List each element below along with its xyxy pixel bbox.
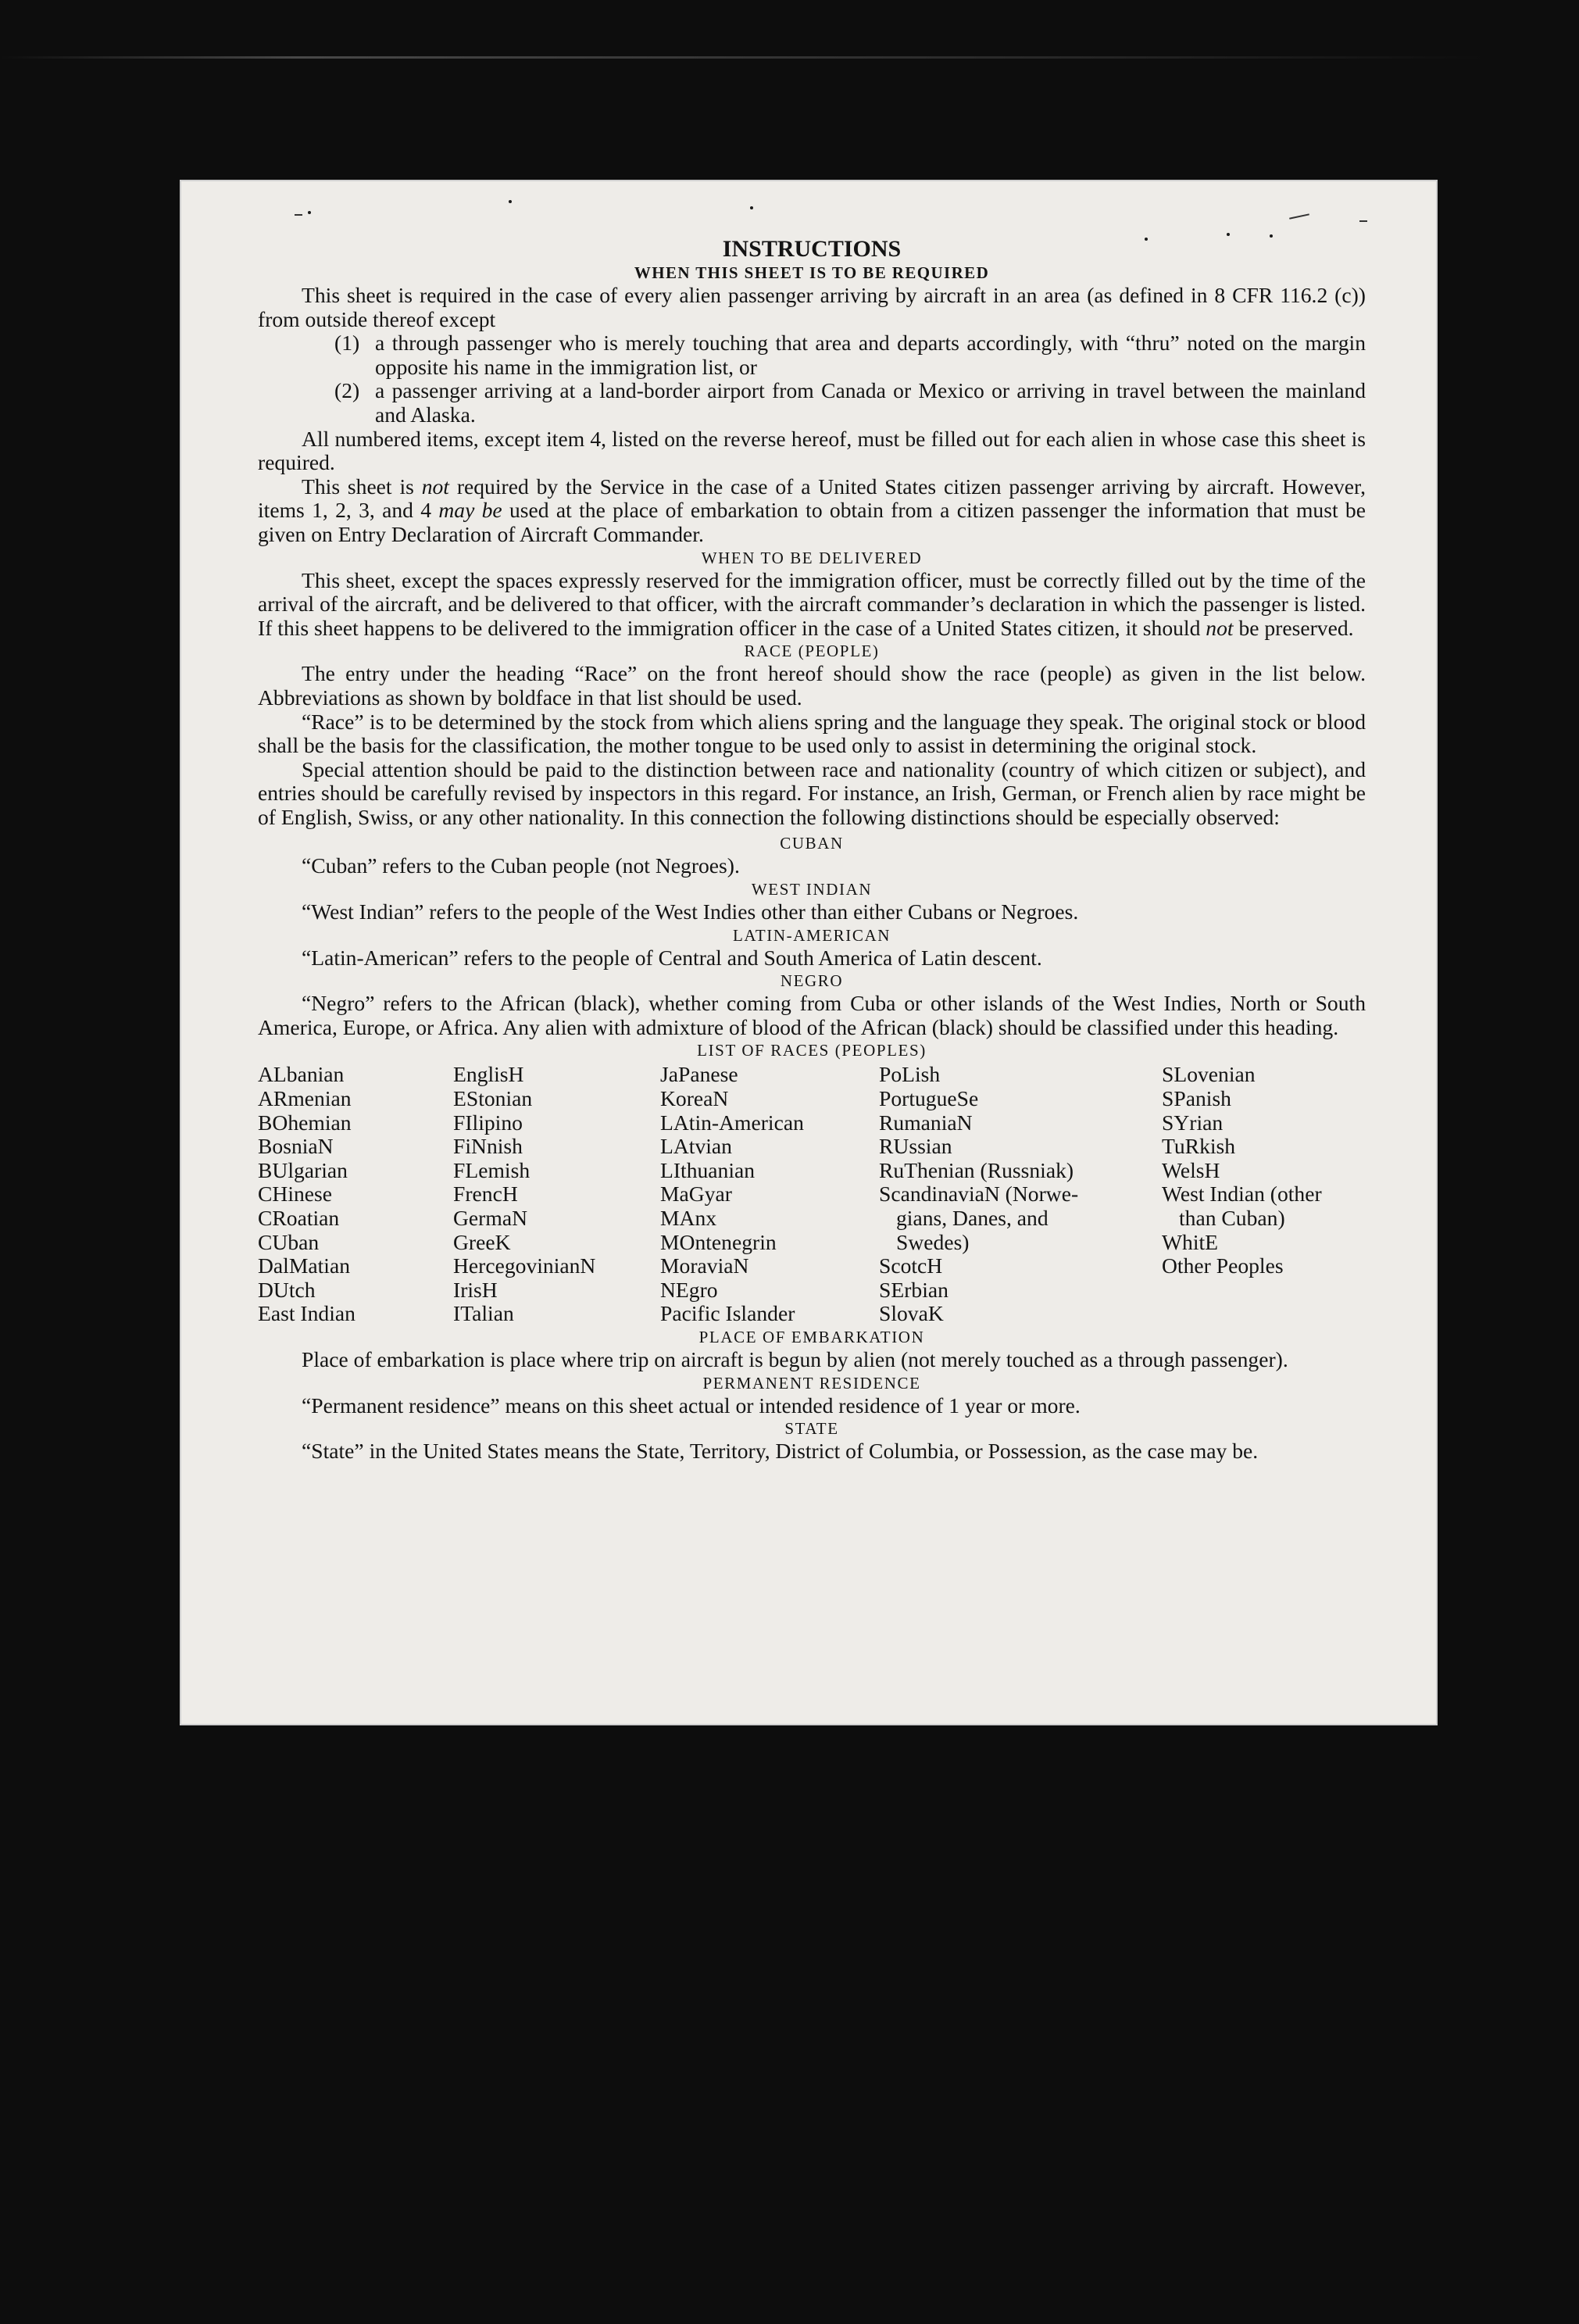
paragraph: “Latin-American” refers to the people of Central and South America of Latin descent. [302,945,1042,970]
race-entry: GermaN [453,1206,528,1230]
race-entry-continued: gians, Danes, and [896,1206,1048,1230]
item-text: a passenger arriving at a land-border airport from Canada or Mexico or arriving in travel between the mainland and Alaska. [375,378,1366,427]
race-entry: MOntenegrin [660,1229,777,1254]
race-entry: SPanish [1162,1086,1231,1111]
paragraph: The entry under the heading “Race” on the front hereof should show the race (people) as given in the list below. Abbreviations as shown by boldface in that list should be used. [258,661,1366,710]
text-run: required by the Service in the case of a United States citizen passenger arriving by aircraft. However, items 1, 2, 3, and 4 [258,474,1366,523]
race-entry: KoreaN [660,1086,729,1111]
race-entry: FiNnish [453,1134,523,1159]
race-column [453,1063,660,1326]
race-entry: RumaniaN [879,1110,973,1135]
speck [750,206,753,209]
race-entry: RuThenian (Russniak) [879,1157,1074,1182]
paragraph [258,569,1366,641]
race-entry: SlovaK [879,1301,944,1326]
race-entry: IrisH [453,1277,498,1302]
race-column [258,1063,453,1326]
race-entry: BUlgarian [258,1157,348,1182]
race-column [879,1063,1162,1326]
paragraph: Special attention should be paid to the distinction between race and nationality (country of which citizen or subject), and entries should be carefully revised by inspectors in this regard. For instance, an Irish, German, or French alien by race might be of English, Swiss, or any other nationality. In this connection the following distinctions should be especially observed: [258,756,1366,829]
race-entry: FrencH [453,1182,518,1207]
race-entry: ARmenian [258,1086,352,1111]
speck [308,211,311,214]
paragraph: Place of embarkation is place where trip on aircraft is begun by alien (not merely touched as a through passenger). [302,1346,1288,1371]
section-heading: WHEN THIS SHEET IS TO BE REQUIRED [634,263,990,282]
text-run: This sheet, except the spaces expressly reserved for the immigration officer, must be correctly filled out by the time of the arrival of the aircraft, and be delivered to that officer, with the aircraft commander’s declaration in which the passenger is listed. If this sheet happens to be delivered to the immigration officer in the case of a United States citizen, it should [258,567,1366,640]
section-heading: RACE (PEOPLE) [744,642,880,661]
race-entry: PortugueSe [879,1086,979,1111]
paragraph: “West Indian” refers to the people of the West Indies other than either Cubans or Negroes. [302,899,1079,924]
race-entry: LAtvian [660,1134,732,1159]
race-column [660,1063,879,1326]
race-entry: FLemish [453,1157,531,1182]
race-entry: East Indian [258,1301,355,1326]
section-heading: PERMANENT RESIDENCE [702,1373,921,1393]
section-heading: LATIN-AMERICAN [732,925,891,945]
list-item [258,379,1366,427]
section-heading: WHEN TO BE DELIVERED [701,548,923,567]
section-heading: WEST INDIAN [751,880,873,899]
emphasis: may be [438,498,502,523]
race-entry: ALbanian [258,1062,345,1087]
race-entry: BosniaN [258,1134,334,1159]
scan-edge-top [0,56,1484,59]
race-entry: LIthuanian [660,1157,756,1182]
race-entry: SYrian [1162,1110,1224,1135]
pen-mark [1289,213,1309,219]
race-entry: ITalian [453,1301,514,1326]
list-item [258,331,1366,379]
race-entry: Pacific Islander [660,1301,795,1326]
race-entry-continued: than Cuban) [1179,1206,1285,1230]
race-entry: MaGyar [660,1182,732,1207]
item-number: (1) [334,331,360,356]
race-entry: BOhemian [258,1110,352,1135]
paragraph [258,475,1366,547]
race-entry: JaPanese [660,1062,738,1087]
race-list [258,1063,1366,1326]
paragraph: All numbered items, except item 4, listed on the reverse hereof, must be filled out for each alien in whose case this sheet is required. [258,426,1366,475]
race-entry: LAtin-American [660,1110,804,1135]
paragraph: “Permanent residence” means on this sheet actual or intended residence of 1 year or more. [302,1393,1081,1418]
race-entry: CHinese [258,1182,333,1207]
race-entry: DalMatian [258,1253,351,1278]
paragraph: This sheet is required in the case of every alien passenger arriving by aircraft in an area (as defined in 8 CFR 116.2 (c)) from outside thereof except [258,283,1366,331]
instructions-body [258,236,1366,1464]
text-run: used at the place of embarkation to obtain from a citizen passenger the information that must be given on Entry Declaration of Aircraft Commander. [258,498,1366,546]
item-number: (2) [334,378,360,403]
race-entry: WhitE [1162,1229,1219,1254]
race-entry: CRoatian [258,1206,340,1230]
emphasis: not [1206,615,1234,640]
race-entry: ScotcH [879,1253,943,1278]
section-heading: CUBAN [780,834,844,853]
race-entry: RUssian [879,1134,952,1159]
race-entry: DUtch [258,1277,316,1302]
page-title: INSTRUCTIONS [722,236,902,262]
text-run: be preserved. [1233,615,1354,640]
section-heading: PLACE OF EMBARKATION [698,1327,925,1346]
race-entry: EStonian [453,1086,533,1111]
race-entry: West Indian (other [1162,1182,1322,1207]
document-sheet [180,180,1438,1725]
race-entry: Other Peoples [1162,1253,1284,1278]
paragraph: “Race” is to be determined by the stock from which aliens spring and the language they speak. The original stock or blood shall be the basis for the classification, the mother tongue to be used only to assist in determining the original stock. [258,709,1366,758]
race-entry: WelsH [1162,1157,1220,1182]
race-entry: EnglisH [453,1062,524,1087]
section-heading: LIST OF RACES (PEOPLES) [697,1041,927,1060]
race-entry: PoLish [879,1062,941,1087]
emphasis: not [421,474,449,499]
race-entry: MAnx [660,1206,717,1230]
item-text: a through passenger who is merely touching that area and departs accordingly, with “thru” noted on the margin opposite his name in the immigration list, or [375,331,1366,379]
race-entry-continued: Swedes) [896,1229,970,1254]
paragraph: “State” in the United States means the State, Territory, District of Columbia, or Possession, as the case may be. [302,1439,1259,1464]
race-entry: TuRkish [1162,1134,1236,1159]
race-entry: FIlipino [453,1110,523,1135]
race-entry: CUban [258,1229,320,1254]
section-heading: STATE [784,1419,839,1439]
paragraph: “Cuban” refers to the Cuban people (not Negroes). [302,853,740,878]
race-entry: SLovenian [1162,1062,1256,1087]
race-entry: ScandinaviaN (Norwe- [879,1182,1079,1207]
section-heading: NEGRO [780,971,844,991]
race-column [1162,1063,1366,1326]
pen-mark [1359,220,1367,222]
race-entry: HercegovinianN [453,1253,596,1278]
pen-mark [295,214,302,216]
race-entry: MoraviaN [660,1253,749,1278]
speck [509,200,512,203]
race-entry: NEgro [660,1277,718,1302]
text-run: This sheet is [302,474,422,499]
paragraph: “Negro” refers to the African (black), whether coming from Cuba or other islands of the West Indies, North or South America, Europe, or Africa. Any alien with admixture of blood of the African (black) should be classified under this heading. [258,991,1366,1039]
race-entry: SErbian [879,1277,948,1302]
race-entry: GreeK [453,1229,511,1254]
